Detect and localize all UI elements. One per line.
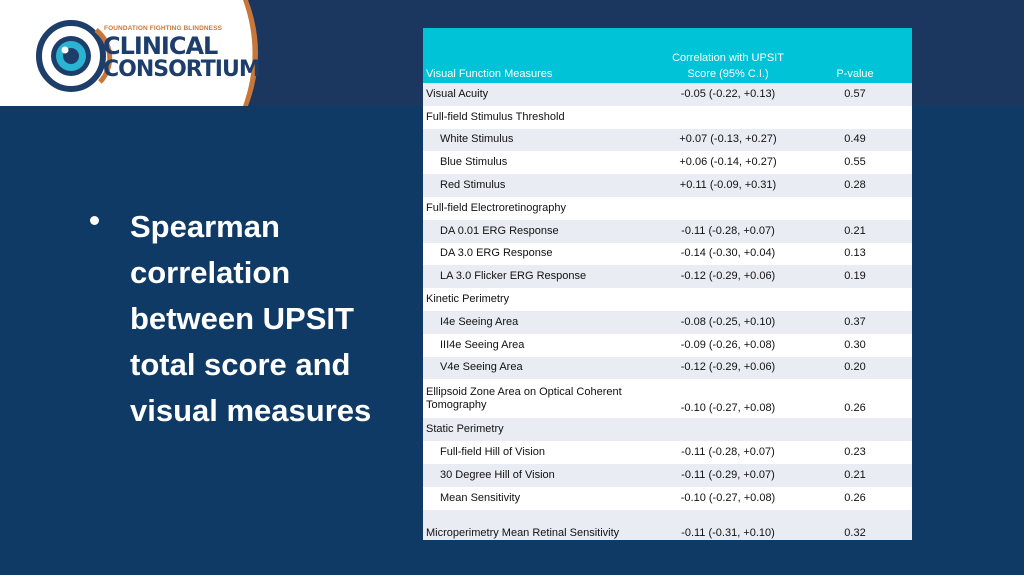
table-row [423, 464, 912, 487]
cell-correlation: +0.06 (-0.14, +0.27) [658, 151, 798, 174]
cell-correlation: -0.05 (-0.22, +0.13) [658, 83, 798, 106]
cell-measure: Microperimetry Mean Retinal Sensitivity [423, 510, 658, 540]
cell-correlation [658, 288, 798, 311]
cell-measure: Ellipsoid Zone Area on Optical Coherent Tomography [423, 379, 658, 418]
bullet-dot [90, 216, 99, 225]
cell-correlation: -0.11 (-0.28, +0.07) [658, 220, 798, 243]
cell-measure: Red Stimulus [423, 174, 658, 197]
cell-correlation: +0.07 (-0.13, +0.27) [658, 129, 798, 152]
cell-measure: LA 3.0 Flicker ERG Response [423, 265, 658, 288]
cell-correlation [658, 106, 798, 129]
cell-pvalue [798, 197, 912, 220]
cell-pvalue: 0.32 [798, 510, 912, 540]
cell-correlation: +0.11 (-0.09, +0.31) [658, 174, 798, 197]
cell-measure: Visual Acuity [423, 83, 658, 106]
cell-measure: I4e Seeing Area [423, 311, 658, 334]
table-row [423, 379, 912, 418]
table-row [423, 334, 912, 357]
cell-correlation [658, 197, 798, 220]
cell-pvalue [798, 288, 912, 311]
table-row [423, 243, 912, 266]
cell-measure: White Stimulus [423, 129, 658, 152]
cell-measure: V4e Seeing Area [423, 357, 658, 380]
cell-measure: DA 0.01 ERG Response [423, 220, 658, 243]
cell-correlation [658, 418, 798, 441]
table-section-row [423, 418, 912, 441]
table-row [423, 265, 912, 288]
table-row [423, 311, 912, 334]
cell-correlation: -0.08 (-0.25, +0.10) [658, 311, 798, 334]
cell-pvalue: 0.30 [798, 334, 912, 357]
header-correlation: Correlation with UPSIT Score (95% C.I.) [658, 28, 798, 83]
cell-correlation: -0.14 (-0.30, +0.04) [658, 243, 798, 266]
cell-measure: III4e Seeing Area [423, 334, 658, 357]
table-row [423, 357, 912, 380]
table-row [423, 220, 912, 243]
cell-correlation: -0.09 (-0.26, +0.08) [658, 334, 798, 357]
cell-pvalue: 0.23 [798, 441, 912, 464]
cell-pvalue: 0.21 [798, 220, 912, 243]
cell-correlation: -0.11 (-0.29, +0.07) [658, 464, 798, 487]
header-measure: Visual Function Measures [423, 28, 658, 83]
cell-pvalue: 0.21 [798, 464, 912, 487]
correlation-table [423, 28, 912, 540]
table-row [423, 174, 912, 197]
logo [0, 0, 262, 106]
cell-pvalue: 0.20 [798, 357, 912, 380]
table-section-row [423, 106, 912, 129]
cell-correlation: -0.12 (-0.29, +0.06) [658, 357, 798, 380]
cell-correlation: -0.10 (-0.27, +0.08) [658, 487, 798, 510]
cell-measure: Mean Sensitivity [423, 487, 658, 510]
table-section-row [423, 288, 912, 311]
cell-correlation: -0.12 (-0.29, +0.06) [658, 265, 798, 288]
cell-section: Full-field Electroretinography [423, 197, 658, 220]
cell-pvalue: 0.37 [798, 311, 912, 334]
cell-pvalue: 0.19 [798, 265, 912, 288]
cell-section: Full-field Stimulus Threshold [423, 106, 658, 129]
table-header-row [423, 28, 912, 83]
logo-tagline: FOUNDATION FIGHTING BLINDNESS [104, 25, 222, 32]
cell-measure: Full-field Hill of Vision [423, 441, 658, 464]
cell-pvalue: 0.26 [798, 379, 912, 418]
cell-measure: 30 Degree Hill of Vision [423, 464, 658, 487]
table-row [423, 487, 912, 510]
table-row [423, 441, 912, 464]
logo-word-consortium: CONSORTIUM [103, 57, 260, 82]
cell-pvalue [798, 106, 912, 129]
cell-pvalue: 0.28 [798, 174, 912, 197]
cell-pvalue: 0.26 [798, 487, 912, 510]
logo-word-clinical: CLINICAL [103, 32, 218, 60]
table-row [423, 129, 912, 152]
cell-pvalue: 0.13 [798, 243, 912, 266]
cell-pvalue: 0.57 [798, 83, 912, 106]
cell-pvalue: 0.55 [798, 151, 912, 174]
cell-pvalue [798, 418, 912, 441]
bullet-text: Spearman correlation between UPSIT total score and visual measures [130, 209, 372, 428]
header-pvalue: P-value [798, 28, 912, 83]
cell-measure: Blue Stimulus [423, 151, 658, 174]
cell-section: Kinetic Perimetry [423, 288, 658, 311]
cell-correlation: -0.11 (-0.31, +0.10) [658, 510, 798, 540]
table-section-row [423, 197, 912, 220]
table-row [423, 510, 912, 540]
cell-measure: DA 3.0 ERG Response [423, 243, 658, 266]
cell-correlation: -0.11 (-0.28, +0.07) [658, 441, 798, 464]
cell-pvalue: 0.49 [798, 129, 912, 152]
cell-section: Static Perimetry [423, 418, 658, 441]
table-row [423, 151, 912, 174]
cell-correlation: -0.10 (-0.27, +0.08) [658, 379, 798, 418]
table-row [423, 83, 912, 106]
